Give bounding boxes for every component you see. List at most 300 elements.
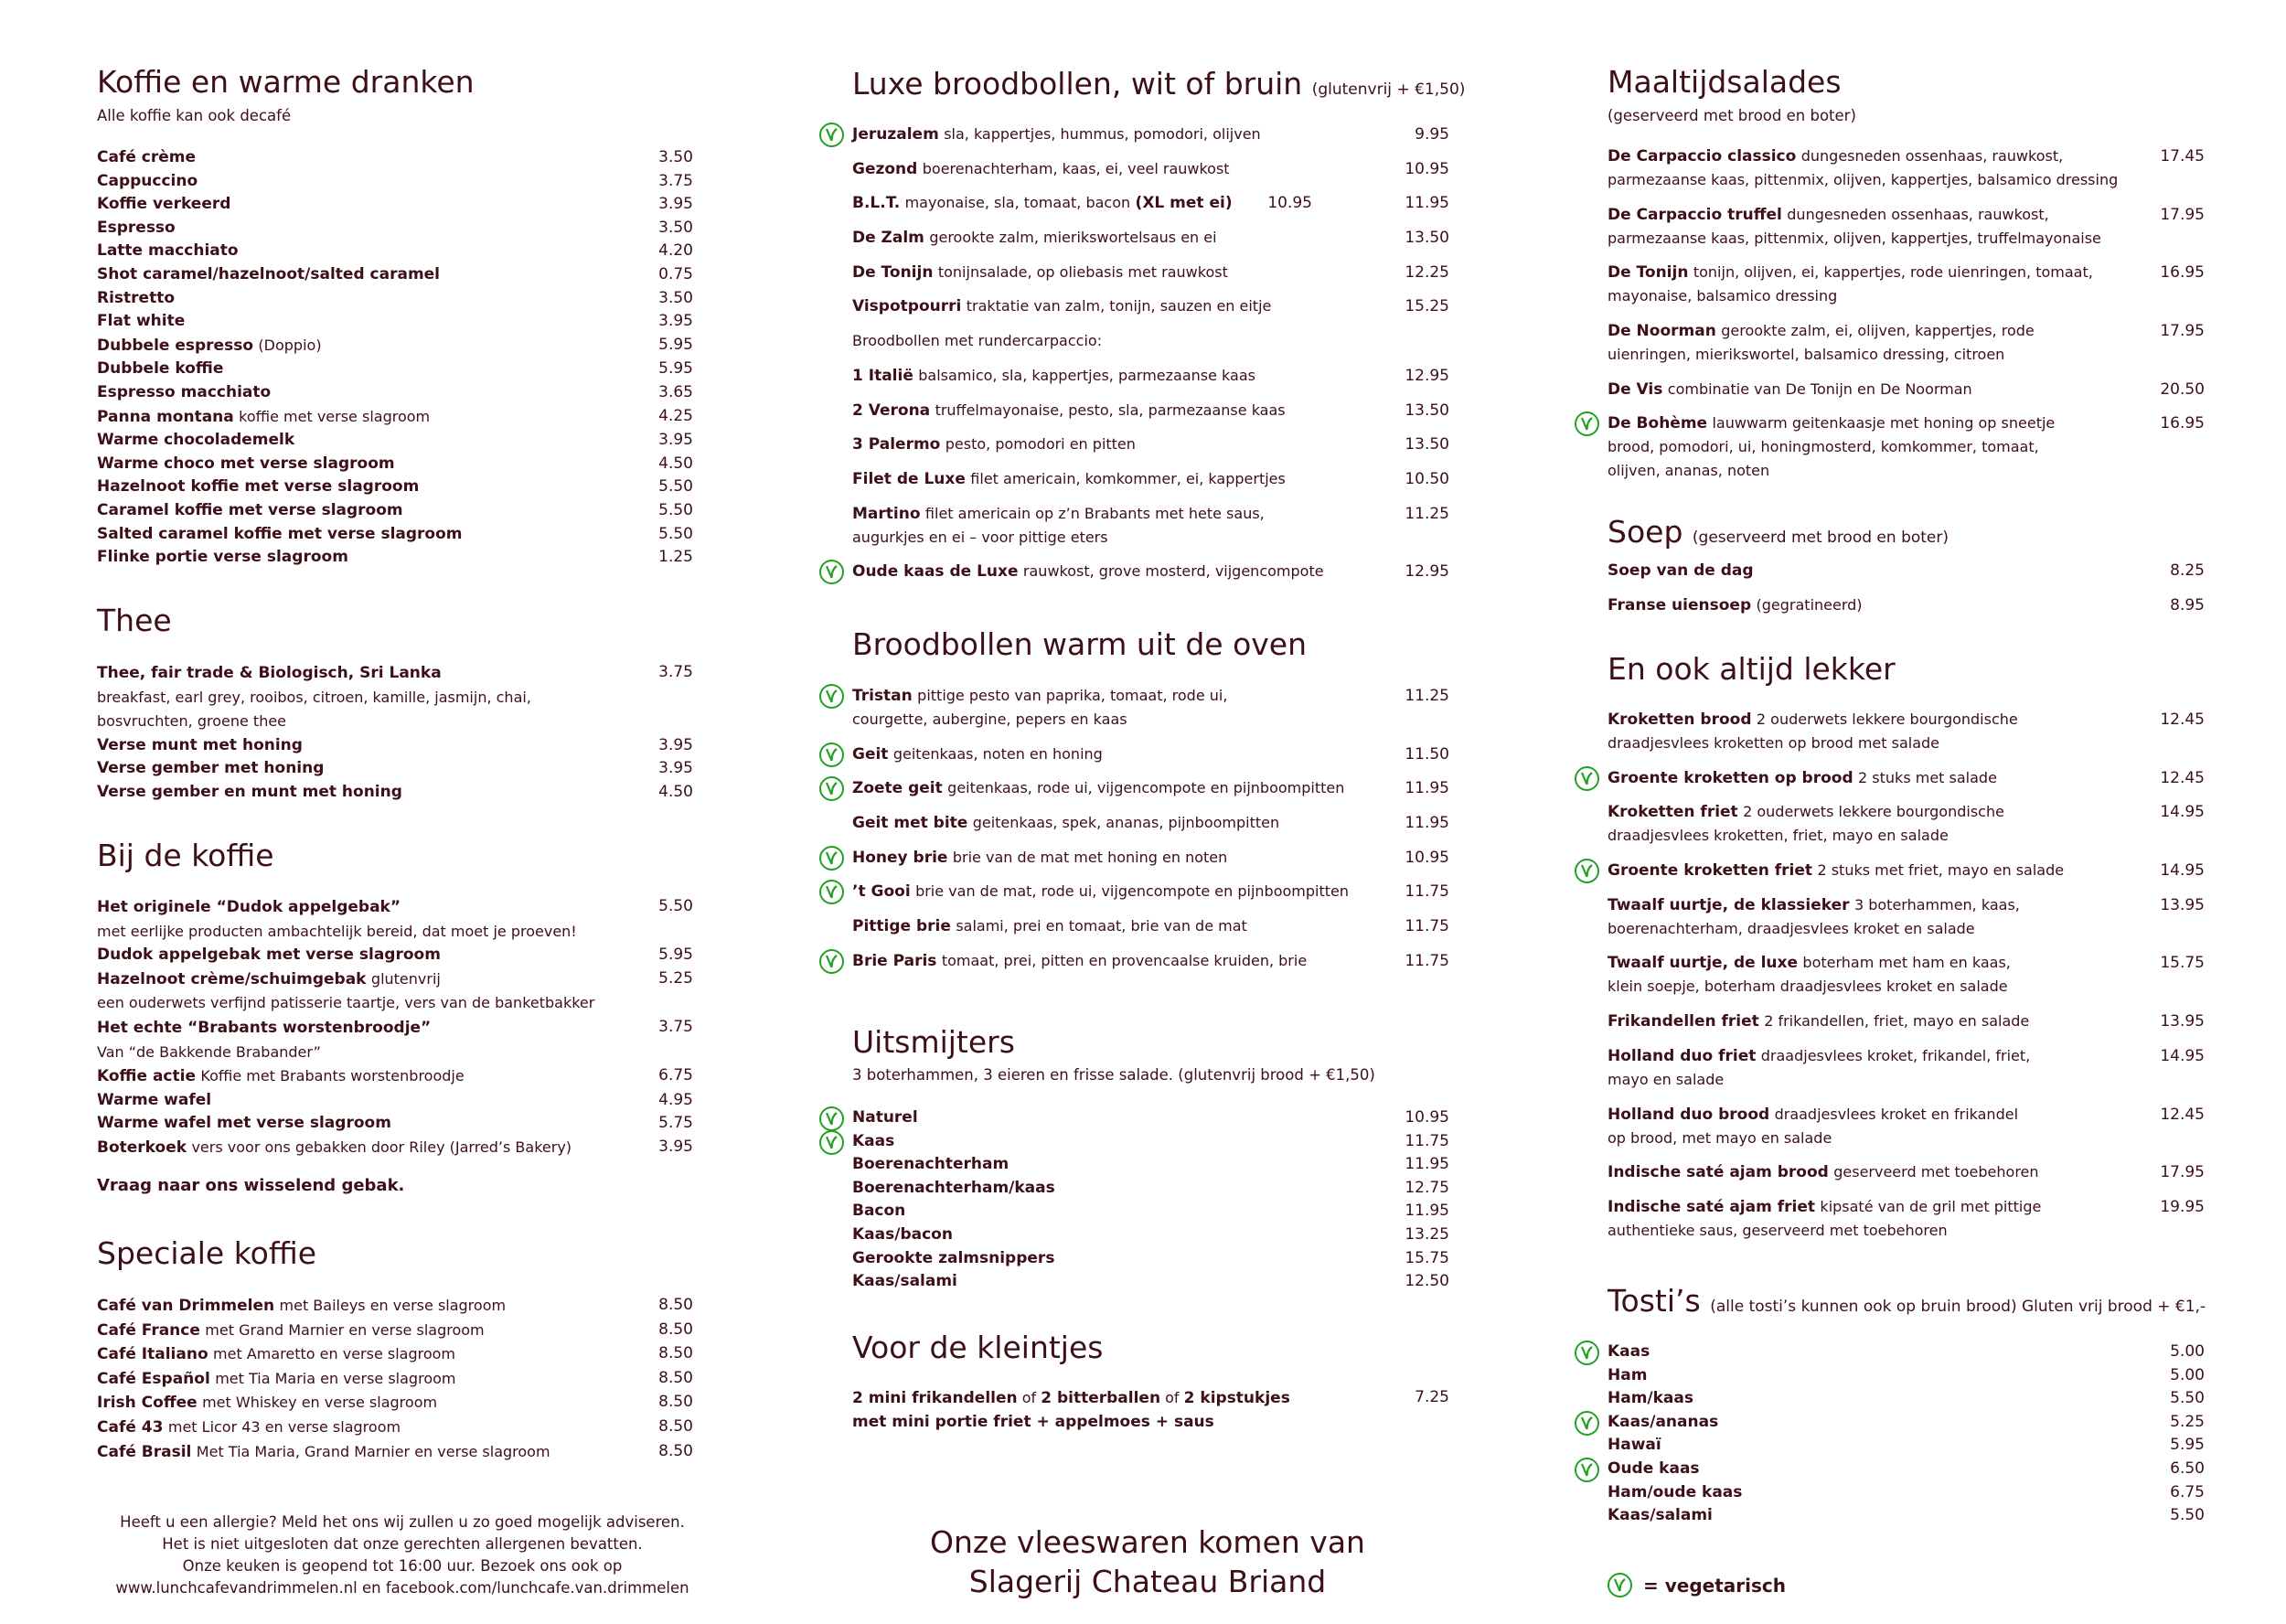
menu-item-price: 13.95	[2160, 1012, 2205, 1031]
menu-item-name: Café Español	[97, 1369, 210, 1388]
menu-item[interactable]	[852, 433, 1449, 456]
menu-item-segment: of	[1160, 1389, 1184, 1406]
item-list	[97, 895, 693, 1160]
menu-item[interactable]	[852, 364, 1449, 388]
menu-item-description: met Amaretto en verse slagroom	[213, 1345, 456, 1363]
menu-item-text	[852, 123, 1376, 146]
menu-item-name: Ham/kaas	[1608, 1389, 1693, 1408]
menu-item[interactable]	[97, 193, 693, 217]
vegetarian-icon	[819, 743, 844, 767]
menu-item-price: 11.95	[1405, 1155, 1449, 1174]
menu-item[interactable]	[852, 1270, 1449, 1294]
vegetarian-icon	[819, 776, 844, 801]
menu-item[interactable]	[97, 146, 693, 170]
menu-item[interactable]	[852, 502, 1449, 550]
menu-item-text	[97, 310, 620, 334]
menu-item-description: tonijnsalade, op oliebasis met rauwkost	[937, 262, 1228, 281]
menu-item-name: B.L.T.	[852, 194, 901, 213]
menu-item-price: 12.75	[1405, 1178, 1449, 1197]
menu-item-price: 10.50	[1405, 469, 1449, 488]
footer-line: Onze keuken is geopend tot 16:00 uur. Bezoek ons ook op	[182, 1557, 623, 1575]
menu-item[interactable]	[852, 1153, 1449, 1177]
menu-item-price: 12.45	[2160, 1105, 2205, 1124]
menu-item-price: 4.50	[658, 782, 693, 801]
section-maaltijdsalades	[1608, 64, 2205, 480]
menu-item-description: tonijn, olijven, ei, kappertjes, rode uienringen, tomaat, mayonaise, balsamico dressing	[1608, 263, 2093, 305]
menu-item-price: 3.50	[658, 218, 693, 237]
menu-item[interactable]	[852, 1130, 1449, 1154]
menu-item-text	[852, 914, 1376, 938]
menu-item-description: Broodbollen met rundercarpaccio:	[852, 332, 1103, 350]
menu-item-segment: 2 bitterballen	[1041, 1389, 1161, 1407]
menu-item-description: met Grand Marnier en verse slagroom	[205, 1320, 485, 1339]
menu-item-text	[1608, 1504, 2131, 1528]
menu-item[interactable]	[1608, 1195, 2205, 1243]
menu-item-description: 2 stuks met salade	[1858, 768, 1997, 786]
menu-item[interactable]	[852, 191, 1449, 215]
menu-item-description: gerookte zalm, mierikswortelsaus en ei	[929, 229, 1217, 247]
section-title-text: Tosti’s	[1608, 1283, 1701, 1319]
menu-item-name: Het originele “Dudok appelgebak”	[97, 898, 401, 916]
menu-item-text	[97, 734, 620, 758]
menu-item[interactable]	[97, 287, 693, 311]
menu-item-text	[97, 757, 620, 781]
section-title-text: Soep	[1608, 514, 1683, 550]
menu-item-price: 10.95	[1405, 159, 1449, 178]
menu-item-description: pittige pesto van paprika, tomaat, rode ui, courgette, aubergine, pepers en kaas	[852, 687, 1228, 728]
menu-item-name: Pittige brie	[852, 917, 951, 936]
menu-item-name: Filet de Luxe	[852, 469, 966, 488]
item-list	[1608, 708, 2205, 1254]
section-title: Uitsmijters	[852, 1024, 1015, 1060]
menu-item-price: 20.50	[2160, 379, 2205, 399]
menu-item-name: Panna montana	[97, 407, 234, 426]
menu-item-description: glutenvrij een ouderwets verfijnd patisserie taartje, vers van de banketbakker	[97, 969, 595, 1012]
menu-item-description: kipsaté van de gril met pittige authentieke saus, geserveerd met toebehoren	[1608, 1197, 2042, 1239]
menu-item[interactable]	[1608, 859, 2205, 882]
menu-item[interactable]	[852, 123, 1449, 146]
menu-item[interactable]	[1608, 708, 2205, 755]
menu-item-text	[97, 967, 620, 1016]
menu-item-name: Martino	[852, 504, 921, 523]
menu-item[interactable]	[97, 781, 693, 805]
menu-item-price: 5.50	[658, 477, 693, 497]
menu-item[interactable]	[97, 310, 693, 334]
menu-item-description: tomaat, prei, pitten en provencaalse kruiden, brie	[941, 951, 1308, 969]
menu-item-name: Kaas/salami	[852, 1272, 957, 1291]
menu-item-text	[1608, 800, 2131, 848]
menu-item-name: Dubbele koffie	[97, 359, 224, 379]
item-list	[852, 1386, 1449, 1434]
menu-item-text	[1608, 378, 2131, 401]
menu-item[interactable]	[97, 1064, 693, 1089]
menu-item-description: geitenkaas, noten en honing	[892, 744, 1103, 763]
menu-item-description: 2 ouderwets lekkere bourgondische draadjesvlees kroketten op brood met salade	[1608, 710, 2018, 752]
menu-item-text	[852, 811, 1376, 835]
menu-item-name: Kroketten friet	[1608, 803, 1738, 822]
menu-item-description: filet americain op z’n Brabants met hete saus, augurkjes en ei – voor pittige eters	[852, 504, 1265, 546]
menu-item-text	[97, 1064, 620, 1089]
menu-item-price: 11.95	[1405, 779, 1449, 798]
menu-item-price: 3.95	[658, 312, 693, 331]
vegetarian-icon	[1575, 411, 1599, 436]
menu-item-name: Holland duo brood	[1608, 1105, 1770, 1124]
menu-item[interactable]	[1608, 1341, 2205, 1364]
footer-website-line[interactable]: www.lunchcafevandrimmelen.nl en facebook.com/lunchcafe.van.drimmelen	[115, 1579, 689, 1597]
menu-item-name: Irish Coffee	[97, 1394, 198, 1413]
menu-item[interactable]	[97, 217, 693, 240]
menu-item-price: 12.95	[1405, 562, 1449, 582]
vegetarian-icon	[819, 560, 844, 584]
menu-item-price: 3.95	[658, 195, 693, 214]
section-title: En ook altijd lekker	[1608, 651, 1896, 687]
menu-item-description: boterham met ham en kaas, klein soepje, boterham draadjesvlees kroket en salade	[1608, 954, 2011, 996]
menu-item-text	[852, 502, 1376, 550]
menu-item-name: De Bohème	[1608, 414, 1708, 433]
menu-item-name: Boerenachterham	[852, 1155, 1009, 1174]
item-list	[97, 661, 693, 805]
menu-item-name: 1 Italië	[852, 366, 913, 385]
menu-item[interactable]	[1608, 1434, 2205, 1458]
menu-item[interactable]	[852, 226, 1449, 250]
menu-item[interactable]	[852, 560, 1449, 583]
menu-item[interactable]	[97, 1319, 693, 1343]
menu-item-segment: 2 mini frikandellen	[852, 1389, 1018, 1407]
menu-item[interactable]	[97, 734, 693, 758]
menu-item-text	[1608, 1195, 2131, 1243]
menu-item-description: geserveerd met toebehoren	[1833, 1163, 2039, 1181]
menu-item-description: combinatie van De Tonijn en De Noorman	[1667, 379, 1972, 398]
menu-item-text	[97, 499, 620, 523]
menu-item-description: gerookte zalm, ei, olijven, kappertjes, rode uienringen, mierikswortel, balsamico dressing, citroen	[1608, 322, 2035, 364]
menu-item[interactable]	[97, 1391, 693, 1416]
menu-item[interactable]	[1608, 1044, 2205, 1092]
menu-item[interactable]	[1608, 1160, 2205, 1184]
menu-item[interactable]	[97, 661, 693, 734]
menu-item-text	[1608, 261, 2131, 308]
menu-item-price: 11.75	[1405, 882, 1449, 902]
menu-item[interactable]	[97, 405, 693, 430]
menu-item-text	[97, 240, 620, 263]
section-title: Voor de kleintjes	[852, 1330, 1104, 1365]
menu-item[interactable]	[97, 1136, 693, 1160]
menu-item-text	[852, 1270, 1376, 1294]
menu-item-price: 5.95	[658, 946, 693, 965]
menu-item-name: Dudok appelgebak met verse slagroom	[97, 946, 441, 965]
section-voor-de-kleintjes	[852, 1330, 1449, 1431]
menu-item-name: Flinke portie verse slagroom	[97, 548, 348, 567]
menu-item-name: Indische saté ajam brood	[1608, 1163, 1829, 1182]
menu-item[interactable]	[1608, 411, 2205, 483]
section-soep	[1608, 514, 2205, 614]
menu-item-price: 4.50	[658, 454, 693, 473]
menu-item-name: Cappuccino	[97, 171, 198, 190]
menu-item-description: met Baileys en verse slagroom	[279, 1297, 507, 1314]
menu-item[interactable]	[1608, 319, 2205, 367]
menu-item-text	[1608, 319, 2131, 367]
menu-item[interactable]	[1608, 261, 2205, 308]
menu-item[interactable]	[852, 1386, 1449, 1434]
menu-item[interactable]	[852, 157, 1449, 181]
menu-item-description: balsamico, sla, kappertjes, parmezaanse kaas	[918, 366, 1255, 384]
menu-item[interactable]	[852, 949, 1449, 973]
menu-item[interactable]	[852, 399, 1449, 422]
menu-item[interactable]	[852, 880, 1449, 903]
menu-item-description: 2 ouderwets lekkere bourgondische draadjesvlees kroketten, friet, mayo en salade	[1608, 803, 2004, 845]
menu-item[interactable]	[97, 358, 693, 381]
menu-item-text	[852, 261, 1376, 284]
menu-item-price: 17.95	[2160, 1163, 2205, 1182]
menu-item[interactable]	[1608, 951, 2205, 999]
menu-item-text	[97, 263, 620, 287]
menu-item-name: Warme choco met verse slagroom	[97, 454, 395, 473]
menu-item[interactable]	[1608, 1364, 2205, 1388]
menu-item[interactable]	[852, 743, 1449, 766]
menu-item-text	[97, 1319, 620, 1343]
menu-item[interactable]	[97, 1112, 693, 1136]
menu-item-description: traktatie van zalm, tonijn, sauzen en eitje	[966, 297, 1272, 315]
vegetarian-icon	[819, 123, 844, 147]
menu-item[interactable]	[852, 811, 1449, 835]
menu-item-name: Het echte “Brabants worstenbroodje”	[97, 1018, 432, 1037]
menu-item-text	[852, 1106, 1376, 1130]
menu-item-name: De Tonijn	[1608, 263, 1689, 283]
menu-item-name: Kroketten brood	[1608, 710, 1752, 729]
menu-item[interactable]	[1608, 800, 2205, 848]
menu-item-price: 11.75	[1405, 1131, 1449, 1150]
menu-item-name: Café van Drimmelen	[97, 1297, 275, 1315]
menu-item-name: Franse uiensoep	[1608, 595, 1752, 614]
menu-item[interactable]	[97, 453, 693, 476]
menu-item-price: 19.95	[2160, 1197, 2205, 1216]
menu-item-name: Groente kroketten op brood	[1608, 768, 1853, 787]
menu-item-price: 3.65	[658, 382, 693, 401]
menu-item-name: Café Brasil	[97, 1442, 192, 1461]
menu-item[interactable]	[1608, 378, 2205, 401]
section-broodbollen-warm	[852, 626, 1449, 970]
menu-item-text	[97, 1416, 620, 1440]
menu-item-text	[852, 329, 1449, 353]
menu-item-text	[852, 226, 1376, 250]
menu-item-text	[97, 334, 620, 358]
menu-item-text	[852, 157, 1376, 181]
menu-item[interactable]	[97, 263, 693, 287]
section-title: Bij de koffie	[97, 838, 274, 873]
menu-item-price: 16.95	[2160, 263, 2205, 283]
menu-item-price: 5.25	[658, 968, 693, 988]
menu-item-name: Espresso macchiato	[97, 382, 272, 401]
menu-item[interactable]	[1608, 1103, 2205, 1150]
menu-item[interactable]	[97, 1440, 693, 1465]
menu-item[interactable]	[97, 1367, 693, 1392]
menu-item[interactable]	[1608, 1411, 2205, 1435]
menu-item[interactable]	[97, 895, 693, 944]
menu-item-text	[852, 1386, 1376, 1434]
vegetarian-icon	[819, 684, 844, 709]
section-subtitle: Alle koffie kan ook decafé	[97, 107, 292, 124]
menu-item-text	[852, 684, 1376, 732]
menu-item-name: Frikandellen friet	[1608, 1012, 1759, 1031]
menu-item-description: (Doppio)	[258, 336, 322, 354]
menu-item[interactable]	[97, 170, 693, 194]
menu-item-price: 8.50	[658, 1441, 693, 1460]
menu-item-text	[1608, 1010, 2131, 1033]
menu-item-name: Zoete geit	[852, 779, 943, 798]
menu-item-name: Café Italiano	[97, 1345, 208, 1364]
menu-item-name: De Noorman	[1608, 322, 1716, 341]
menu-item-name: 2 Verona	[852, 401, 931, 420]
menu-item[interactable]	[852, 467, 1449, 491]
menu-item[interactable]	[97, 429, 693, 453]
menu-item-description: boerenachterham, kaas, ei, veel rauwkost	[922, 159, 1230, 177]
menu-item-text	[852, 1153, 1376, 1177]
menu-item[interactable]	[97, 1016, 693, 1064]
menu-item[interactable]	[97, 523, 693, 547]
section-title	[1608, 515, 2205, 555]
menu-item-text	[97, 405, 620, 430]
menu-item-name: Kaas	[1608, 1342, 1650, 1361]
menu-item[interactable]	[1608, 559, 2205, 582]
menu-item-name: Warme wafel	[97, 1090, 212, 1109]
menu-item-name: De Carpaccio truffel	[1608, 205, 1782, 224]
menu-item-description: salami, prei en tomaat, brie van de mat	[956, 917, 1247, 935]
menu-item-price: 14.95	[2160, 803, 2205, 822]
menu-item-text	[852, 467, 1376, 491]
menu-item[interactable]	[97, 1342, 693, 1367]
menu-item-description: dungesneden ossenhaas, rauwkost, parmezaanse kaas, pittenmix, olijven, kappertjes, truffelmayonaise	[1608, 205, 2101, 247]
menu-item[interactable]	[97, 944, 693, 967]
menu-item[interactable]	[852, 684, 1449, 732]
menu-item[interactable]	[1608, 1504, 2205, 1528]
menu-item-price: 6.50	[2170, 1458, 2205, 1478]
menu-item-price: 3.75	[658, 663, 693, 681]
menu-item-name: Indische saté ajam friet	[1608, 1197, 1816, 1216]
menu-item[interactable]	[1608, 893, 2205, 941]
menu-item[interactable]	[97, 381, 693, 405]
section-title-text: Luxe broodbollen, wit of bruin	[852, 66, 1303, 102]
menu-item-name: Warme chocolademelk	[97, 431, 295, 450]
menu-item[interactable]	[852, 1177, 1449, 1201]
menu-item-description: breakfast, earl grey, rooibos, citroen, kamille, jasmijn, chai, bosvruchten, groene thee	[97, 688, 531, 731]
wisselend-gebak-note: Vraag naar ons wisselend gebak.	[97, 1176, 405, 1195]
menu-item-name: De Zalm	[852, 229, 924, 248]
menu-item-text	[97, 1342, 620, 1367]
menu-item[interactable]	[852, 776, 1449, 800]
menu-item[interactable]	[852, 1223, 1449, 1247]
menu-item-text	[97, 1112, 620, 1136]
menu-item[interactable]	[1608, 1458, 2205, 1481]
menu-item[interactable]	[1608, 593, 2205, 617]
menu-item-text	[852, 1247, 1376, 1271]
menu-item[interactable]	[97, 1416, 693, 1440]
menu-item-name: Salted caramel koffie met verse slagroom	[97, 524, 463, 543]
menu-item-price: 12.45	[2160, 768, 2205, 787]
menu-item-price: 12.45	[2160, 710, 2205, 729]
section-en-ook-altijd-lekker	[1608, 651, 2205, 1239]
menu-item[interactable]	[97, 240, 693, 263]
menu-item[interactable]	[97, 1089, 693, 1113]
menu-item-name: Espresso	[97, 218, 176, 237]
menu-item[interactable]	[1608, 1481, 2205, 1505]
menu-item-price: 6.75	[658, 1066, 693, 1085]
menu-item[interactable]	[1608, 766, 2205, 790]
item-list	[1608, 1341, 2205, 1528]
menu-item-price: 5.25	[2170, 1412, 2205, 1431]
menu-item-description: 3 boterhammen, kaas, boerenachterham, draadjesvlees kroket en salade	[1608, 895, 2020, 937]
menu-item-price: 10.95	[1405, 1108, 1449, 1127]
menu-item-description: draadjesvlees kroket en frikandel op brood, met mayo en salade	[1608, 1105, 2019, 1147]
menu-item-name: Shot caramel/hazelnoot/salted caramel	[97, 264, 441, 283]
menu-item-name: Hazelnoot crème/schuimgebak	[97, 969, 367, 988]
section-subtitle: (geserveerd met brood en boter)	[1608, 107, 1856, 124]
menu-item-description: geitenkaas, spek, ananas, pijnboompitten	[972, 814, 1280, 832]
menu-item-text	[1608, 1364, 2131, 1388]
menu-item-text	[1608, 203, 2131, 251]
menu-item-name: Oude kaas	[1608, 1458, 1700, 1478]
vegetarian-icon	[819, 949, 844, 974]
menu-item[interactable]	[97, 967, 693, 1016]
menu-item-description: filet americain, komkommer, ei, kappertjes	[970, 469, 1286, 487]
menu-item-text	[852, 1177, 1376, 1201]
menu-item-text	[1608, 859, 2131, 882]
menu-item[interactable]	[852, 1247, 1449, 1271]
menu-item[interactable]	[1608, 1387, 2205, 1411]
menu-item[interactable]	[852, 1200, 1449, 1223]
menu-item-price: 3.50	[658, 288, 693, 307]
menu-item[interactable]	[1608, 203, 2205, 251]
menu-item-text	[1608, 1160, 2131, 1184]
menu-item[interactable]	[97, 475, 693, 499]
menu-item-name: Brie Paris	[852, 951, 937, 970]
menu-item[interactable]	[852, 914, 1449, 938]
menu-item-price: 8.50	[658, 1416, 693, 1436]
menu-item-price: 5.95	[658, 359, 693, 379]
menu-item[interactable]	[97, 334, 693, 358]
menu-item-text	[852, 1223, 1376, 1247]
menu-item[interactable]	[852, 846, 1449, 870]
vegetarian-icon	[819, 846, 844, 871]
menu-item[interactable]	[97, 546, 693, 570]
menu-item-name: Twaalf uurtje, de klassieker	[1608, 895, 1850, 914]
menu-item-text	[97, 217, 620, 240]
menu-item-price: 11.75	[1405, 951, 1449, 970]
menu-item-text	[97, 170, 620, 194]
menu-item[interactable]	[852, 261, 1449, 284]
menu-item-name: Boterkoek	[97, 1138, 187, 1157]
section-title-note: (geserveerd met brood en boter)	[1692, 529, 1950, 547]
menu-item-text	[97, 1391, 620, 1416]
menu-item-name: 3 Palermo	[852, 435, 941, 454]
menu-item[interactable]	[97, 499, 693, 523]
section-luxe-broodbollen	[852, 66, 1466, 582]
menu-item[interactable]	[852, 294, 1449, 318]
menu-item[interactable]	[1608, 1010, 2205, 1033]
legend-label: = vegetarisch	[1643, 1574, 1786, 1597]
menu-item[interactable]	[1608, 144, 2205, 192]
menu-item-text	[97, 1016, 620, 1064]
menu-item-text	[852, 880, 1376, 903]
menu-item-name: Thee, fair trade & Biologisch, Sri Lanka	[97, 664, 442, 682]
allergy-footer	[97, 1512, 708, 1599]
menu-item-text	[852, 399, 1376, 422]
menu-item[interactable]	[852, 329, 1449, 353]
menu-item-price: 8.50	[658, 1368, 693, 1387]
menu-item[interactable]	[97, 1294, 693, 1319]
menu-item-price: 17.45	[2160, 147, 2205, 166]
menu-item[interactable]	[97, 757, 693, 781]
menu-item-price: 3.95	[658, 759, 693, 778]
menu-item[interactable]	[852, 1106, 1449, 1130]
